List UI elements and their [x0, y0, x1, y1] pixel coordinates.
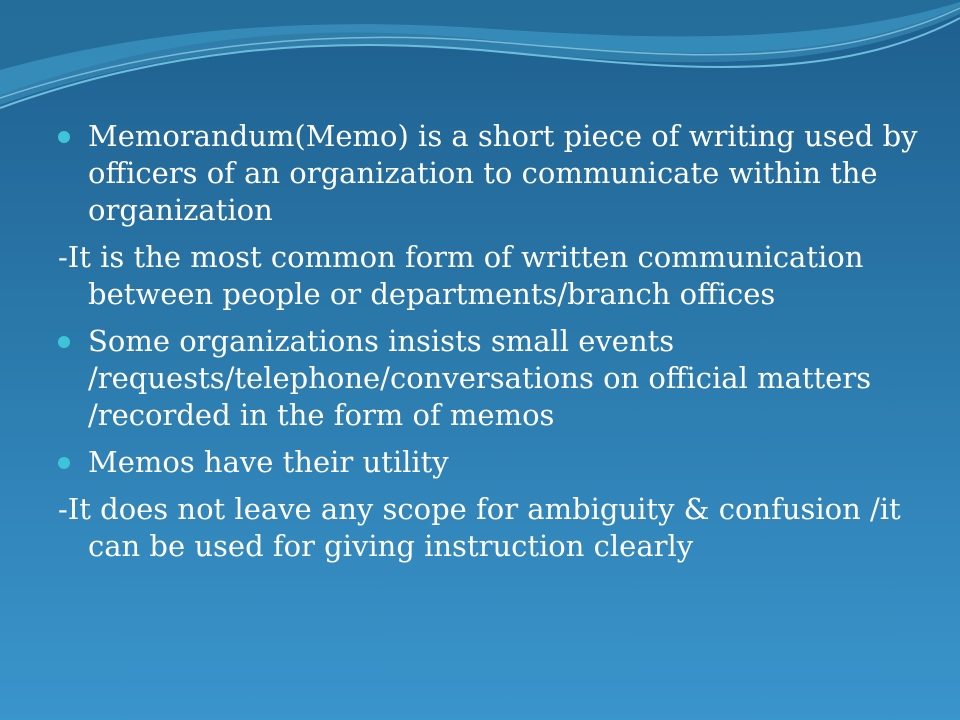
bullet-icon: [58, 336, 70, 348]
paragraph-text: Memorandum(Memo) is a short piece of writing used by officers of an organization to communicate within the organization: [88, 119, 918, 227]
paragraph-text: -It is the most common form of written communication between people or departments/branch offices: [58, 240, 864, 311]
dash-paragraph-ambiguity: [58, 491, 918, 565]
dash-paragraph-common-form: [58, 239, 918, 313]
bullet-paragraph-utility: [58, 444, 918, 481]
bullet-paragraph-memo-definition: [58, 118, 918, 229]
bullet-paragraph-organizations: [58, 323, 918, 434]
bullet-icon: [58, 457, 70, 469]
paragraph-text: -It does not leave any scope for ambiguity & confusion /it can be used for giving instruction clearly: [58, 492, 901, 563]
paragraph-text: Memos have their utility: [88, 445, 449, 479]
slide-body: [58, 118, 918, 575]
decorative-wave-header: [0, 0, 960, 130]
bullet-icon: [58, 131, 70, 143]
paragraph-text: Some organizations insists small events /requests/telephone/conversations on official matters /recorded in the form of memos: [88, 324, 872, 432]
